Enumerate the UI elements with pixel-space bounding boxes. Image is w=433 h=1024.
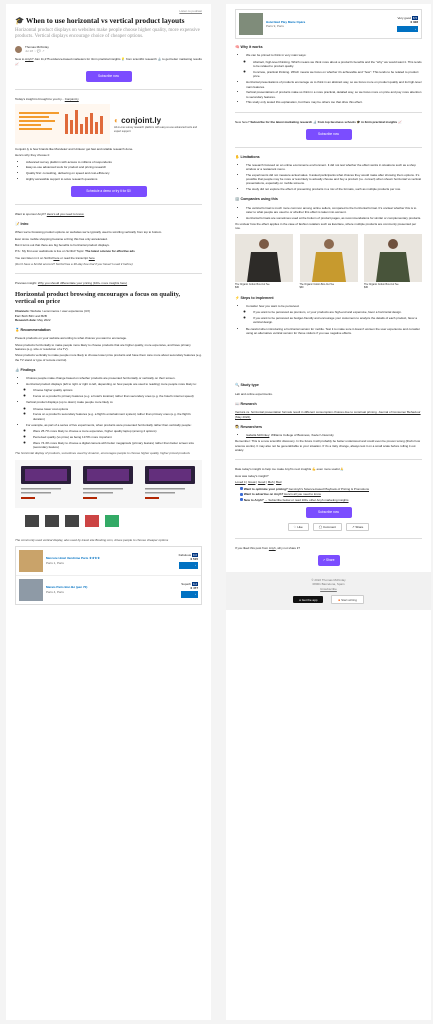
left-column	[6, 4, 211, 1020]
previous-insight: Previous insight: Why you should differentiate your pricing (100+ more insights here)	[15, 281, 128, 286]
steps-heading: ⚡ Steps to implement	[235, 295, 274, 300]
check-icon	[240, 487, 243, 490]
intro-p1: When we're browsing product options on websites we're typically used to scrolling vertically from top to bottom.	[15, 230, 163, 235]
list-item: ◦ Choose lower cost options	[33, 407, 202, 411]
product-card[interactable]	[300, 234, 358, 290]
share-icon: ↗	[351, 524, 355, 529]
companies-heading: 🏢 Companies using this	[235, 197, 278, 202]
product-price: $30	[364, 286, 368, 290]
list-item: • Easy-to-use advanced tools for product and pricing research	[26, 165, 202, 169]
intro-text: New to Anyh? Join 11,275 evidence-based marketers for 3min practical insights 💡 from scientific research 🔬 to get better marketing results 📈	[15, 57, 202, 66]
list-item: Want to advertise on Anyh? Here's all you need to know	[239, 492, 422, 496]
rating-meh[interactable]: Meh	[267, 480, 274, 485]
list-item: • Vertical presentations of products make us think in a more practical, detailed way, so we focus more on price and pay more attention to secondary features.	[246, 90, 422, 99]
product-name: The Organic Cotton Box-Cut Tee	[364, 282, 399, 286]
hotel-location: Paris 9, Paris	[266, 24, 284, 28]
apple-icon: ●	[299, 597, 301, 602]
sponsor-list	[15, 160, 202, 181]
intro-p5: You can listen in it on Scribd here or read the transcript here	[15, 255, 95, 260]
list-item: • Be careful when introducing a horizontal version for mobile. Test it to make sure it doesn't worsen the user experience and consider using an alternative vertical version for those visitors if you see negative effects.	[246, 327, 422, 336]
conjointly-link[interactable]: Conjoint.ly	[64, 96, 79, 101]
intro-p2: Ever since mobile shopping became a thing this has only accelerated.	[15, 236, 108, 241]
divider	[235, 538, 422, 539]
list-item: • The research focused on an online ecommerce environment. It did not test whether the effect works in situations such as a shop window or a restaurant menu.	[246, 163, 422, 172]
conjointly-logo: ◐ conjoint.ly	[114, 115, 162, 125]
rec-p1: Present products on your website according to what choices you want to encourage.	[15, 336, 127, 341]
hotel-card[interactable]: Marais Paris Bon Bé (pen 70) Paris 4, Paris Superb 9.2 € 477 ›	[16, 576, 201, 604]
why-list	[235, 53, 422, 104]
hotel-review: Fabulous	[178, 552, 191, 557]
product-card[interactable]	[364, 234, 422, 290]
intro-p6: (Don't have a Scribd account? Scribd has a 30-day free trial if you haven't used it before)	[15, 261, 133, 266]
hotel-location: Paris 4, Paris	[46, 589, 64, 594]
rating-loved-it[interactable]: Loved it	[235, 480, 246, 485]
caption-vertical: The commonly used vertical display, also used by travel site Booking.com, drives people to choose cheaper options	[15, 538, 169, 543]
author-block	[15, 45, 202, 54]
limitations-list	[235, 163, 422, 192]
list-item: • Horizontal presentations of products encourage us to think in an abstract way, so we focus more on product quality and its high-level main features.	[246, 80, 422, 89]
sponsor-heres: Here's why they choose it:	[15, 153, 50, 158]
list-item: ◦ If you want to be perceived as premium, or your products are high-end and expensive, favor a horizontal design.	[253, 310, 422, 314]
list-item: ◦ Abstract, high-level thinking. Which means we think more about a product's benefits and the "why" we would want it. This tends to be related to product quality.	[253, 60, 422, 69]
subscribe-button[interactable]: Subscribe now	[306, 129, 352, 140]
transcript-link[interactable]: here	[88, 255, 95, 260]
hotel-photo	[239, 13, 263, 35]
footer-address: 08001 Barcelona, Spain	[312, 582, 345, 587]
research-heading: 📖 Research	[235, 402, 257, 407]
product-price: $30	[235, 286, 239, 290]
hotel-list	[15, 546, 202, 605]
list-item: ◦ Were 74.4% more likely to choose a digital camera with better megapixels (primary feature) rather than better screen size (secondary feature)	[33, 441, 202, 450]
insights-link[interactable]: → Subscribe below or read 100+ other Anyh marketing insights	[263, 497, 349, 502]
divider	[235, 112, 422, 113]
booking-colors-strip	[15, 512, 202, 534]
list-item: • This study only tested this explanation, but there may be others too that drive this effect.	[246, 100, 422, 104]
check-icon	[240, 493, 243, 496]
list-item: ◦ If you want to be perceived as budget-friendly and encourage your customers to analyze the details of each product, favor a vertical design.	[253, 316, 422, 325]
hotel-photo	[19, 550, 43, 572]
divider	[15, 89, 202, 90]
rate-text: Rate today's insight to help me make Anyh's next insights 💪 even more useful 🙏	[235, 467, 345, 472]
share-icon: ↗	[322, 558, 326, 563]
cta-list	[235, 487, 422, 503]
rating-good[interactable]: Good	[257, 480, 266, 485]
hotel-name[interactable]: Mercure Hotel Vendôme Paris ★★★★	[46, 556, 100, 561]
share-post-button[interactable]: ↗ Share	[318, 555, 340, 566]
check-icon	[240, 498, 243, 501]
advertise-link[interactable]: Here's all you need to know	[283, 492, 321, 497]
product-card[interactable]	[235, 234, 293, 290]
hotel-card[interactable]: Hotel Bed Pley Marie Opéra Paris 9, Paris Very good 8.5 € 328 ›	[235, 9, 422, 39]
list-item: ◦ Perceived quality (vs price) as being 13.5% more important	[33, 435, 202, 439]
list-item: New to Anyh? → Subscribe below or read 100+ other Anyh marketing insights	[239, 498, 422, 502]
previous-insight-link[interactable]: Why you should differentiate your pricing (100+ more insights here)	[37, 281, 128, 286]
anyh-link[interactable]: Anyh	[268, 546, 276, 551]
why-heading: 🧠 Why it works	[235, 45, 263, 49]
researcher-link[interactable]: Isabella McKinley	[246, 433, 270, 438]
scribd-link[interactable]: here	[53, 255, 60, 260]
divider	[235, 459, 422, 460]
heart-icon: ♡	[293, 524, 297, 529]
section-title: Horizontal product browsing encourages a focus on quality, vertical on price	[15, 290, 181, 306]
list-item: • The vertical format is much more common among online sellers, compared to the horizontal format. It's unclear whether this is to cater to what people are used to or whether this effect is taken into account.	[246, 206, 422, 215]
findings-heading: 🔬 Findings	[15, 368, 36, 373]
everlane-product-grid	[235, 234, 422, 290]
hotel-name[interactable]: Marais Paris Bon Bé (pen 70)	[46, 585, 88, 590]
subscribe-button[interactable]: Subscribe now	[86, 71, 132, 82]
hotel-score: 9.2	[192, 581, 197, 586]
like-button[interactable]: ♡ Like	[288, 523, 309, 531]
sponsor-info-link[interactable]: Here's all you need to know.	[46, 211, 85, 216]
share-button[interactable]: ↗ Share	[346, 523, 369, 531]
product-image	[235, 234, 293, 282]
author-name[interactable]: Thomas McKinlay	[25, 44, 49, 49]
right-column	[226, 4, 431, 1020]
post-actions	[235, 523, 422, 531]
comment-button[interactable]: ◯ Comment	[313, 523, 342, 531]
rating-bad[interactable]: Bad	[276, 480, 282, 485]
hotel-location: Paris 1, Paris	[46, 560, 64, 565]
companies-list	[235, 206, 422, 220]
list-item: • For example, as part of a series of five experiments, when products were presented horizontally rather than vertically people: ◦ Were 25.7% more likely to choose a more expensive, higher quality laptop (among 4 options) ◦ Perceived quality (vs price) as being 13.5% more important ◦ Were 74.4% more likely to choose a digital camera with better megapixels (primary feature) rather than better screen size (secondary feature)	[26, 423, 202, 449]
divider	[15, 273, 202, 274]
recommendation-heading: 🥇 Recommendation	[15, 328, 51, 333]
hotel-review: Very good	[397, 15, 411, 20]
study-heading: 🔍 Study type	[235, 383, 259, 388]
list-item: • Vertical product displays (up to down) make people more likely to: ◦ Choose lower cost options ◦ Focus on a product's secondary features (e.g. a flight's entertainment system) rather than primary ones (e.g. the flight's duration)	[26, 400, 202, 421]
product-price: $30	[299, 286, 304, 290]
hotel-price: € 328	[410, 20, 418, 25]
list-item: • Choices people make change based on whether products are presented horizontally or vertically on their screen.	[26, 376, 202, 380]
rate-question: How was today's insight?	[235, 473, 269, 478]
avatar[interactable]	[15, 46, 22, 53]
post-title: 🎓 When to use horizontal vs vertical product layouts	[15, 16, 185, 26]
sponsor-cta: Want to sponsor Anyh? Here's all you need to know.	[15, 211, 85, 216]
comment-icon: ◯	[318, 524, 323, 529]
product-name: The Organic Cotton Box-Cut Tee	[299, 282, 335, 286]
schedule-demo-button[interactable]: Schedule a demo or try it for $0	[71, 186, 147, 197]
footer-copyright: © 2022 Thomas McKinlay	[311, 578, 346, 583]
start-writing-button[interactable]: ■ Start writing	[331, 595, 364, 604]
unsubscribe-link[interactable]: Unsubscribe	[320, 586, 337, 591]
list-item: • Quality first: consulting, delivering on speed and cost-efficiency	[26, 171, 202, 175]
intro-p3: But it turns out that there are big benefits to horizontal product displays.	[15, 242, 110, 247]
list-item: • The study did not explore the effect of presenting products in a mix of the formats, such as multiple products per row.	[246, 187, 422, 191]
list-item: • Highly accessible support to solve research questions	[26, 177, 202, 181]
list-item: Want to optimize your pricing? Get Anyh's Science-based Playbook of Pricing & Promotions	[239, 487, 422, 491]
list-item: • Advanced survey platform with access to millions of respondents	[26, 160, 202, 164]
list-item: ◦ Choose higher quality options	[33, 388, 202, 392]
hotel-card[interactable]: Mercure Hotel Vendôme Paris ★★★★ Paris 1, Paris Fabulous 9.0 € 515 ›	[16, 547, 201, 576]
hotel-price: € 515	[190, 557, 198, 562]
findings-list	[15, 376, 202, 449]
divider	[15, 204, 202, 205]
hotel-name[interactable]: Hotel Bed Pley Marie Opéra	[266, 19, 306, 24]
rating-options: Loved it | Great | Good | Meh | Bad	[235, 480, 282, 485]
hotel-review: Superb	[181, 581, 191, 586]
sponsor-tagline: All-in-one survey research platform with easy-to-use advanced tools and expert support	[114, 126, 198, 133]
subscribe-button[interactable]: Subscribe now	[306, 507, 352, 518]
companies-text: It's unclear how the effect applies in the case of fashion retailers such as Everlane, where multiple products are commonly presented per row.	[235, 221, 417, 231]
research-link[interactable]: Ventura vs. horizontal presentation formats result in different consumption choices due to construal priming. Journal of Consumer Behaviour (May 2022).	[235, 410, 421, 419]
get-app-button[interactable]: ● Get the app	[293, 596, 323, 603]
list-item: ◦ Concrete, practical thinking. Which means we focus on whether it's achievable and "how". This tends to be related to product price.	[253, 70, 422, 79]
hotel-photo	[19, 579, 43, 601]
rec-p3: Show products vertically to make people more likely to choose lower price products and have them care more about secondary features (e.g. the TV stand or type of remote control).	[15, 353, 202, 362]
researchers-list	[235, 433, 422, 437]
comment-icon[interactable]: 💬	[37, 49, 42, 54]
hotel-score: 8.5	[412, 15, 417, 20]
rating-great[interactable]: Great	[247, 480, 256, 485]
hotel-score: 9.0	[192, 552, 197, 557]
list-item: • Horizontal product displays (left to right or right to left, depending on how people are used to reading) more people more likely to: ◦ Choose higher quality options ◦ Focus on a product's primary features (e.g. a hotel's location) rather than secondary ones (e.g. the hotel's internet speed)	[26, 382, 202, 398]
steps-list	[235, 304, 422, 335]
list-item: • Horizontal formats are sometimes used at the bottom of product pages, as recommendations for similar or complementary products.	[246, 216, 422, 220]
footer	[226, 572, 431, 610]
list-item: • Consider how you want to be perceived. ◦ If you want to be perceived as premium, or your products are high-end and expensive, favor a horizontal design. ◦ If you want to be perceived as budget-friendly and encourage your customers to analyze the details of each product, favor a vertical design.	[246, 304, 422, 325]
logo-mark-icon: ◐	[114, 115, 119, 125]
list-item: ◦ Focus on a product's primary features (e.g. a hotel's location) rather than secondary ones (e.g. the hotel's internet speed)	[33, 394, 202, 398]
caption-horizontal: The horizontal display of products, sometimes used by Amazon, encourages people to choose higher quality, higher priced products	[15, 451, 190, 456]
podcast-link[interactable]: Listen to podcast	[179, 9, 202, 13]
sponsor-banner[interactable]	[15, 104, 202, 144]
heart-icon[interactable]: ♡	[33, 49, 37, 54]
pricing-playbook-link[interactable]: Get Anyh's Science-based Playbook of Pricing & Promotions	[287, 486, 370, 491]
post-subtitle: Horizontal product displays on websites make people choose higher quality, more expensive products. Vertical displays encourage choice of cheaper options.	[15, 28, 200, 40]
share-icon[interactable]: ↗	[42, 49, 45, 54]
product-name: The Organic Cotton Box-Cut Tee	[235, 282, 270, 286]
product-image	[300, 234, 358, 282]
intro-heading: 📝 Intro	[15, 222, 29, 227]
new-here-text: New here? Subscribe for the latest marketing research 🔬 from top business schools 🎓 in 3min practical insights 📈	[235, 119, 402, 124]
remember-text: Remember: This is a new scientific discovery. In the future it will probably be better understood and could even be proven wrong (that's how science works). It may also not be generalizable to your situation. If it's a risky change, always test it on a small scale before rolling it out widely.	[235, 439, 421, 453]
sponsor-chart-image	[15, 104, 110, 144]
study-text: Lab and online experiments.	[235, 391, 273, 396]
intro-p4: P.S.: My first ever audiobook is live on Scribd! Topic: The latest science for effective ads	[15, 249, 135, 254]
rec-p2: Show products horizontally to make people more likely to choose products that are higher quality, more expensive, and have primary features (e.g. size or resolution of a TV).	[15, 342, 191, 352]
limitations-heading: ✋ Limitations	[235, 154, 260, 159]
substack-icon: ■	[338, 597, 341, 602]
meta-channels: Channels: Website / ecommerce / user experience (UX) For: Both B2C and B2B Research date: May 2022	[15, 309, 91, 322]
list-item: • Isabella McKinley: Williams College of Business, Xavier University	[246, 433, 422, 437]
sponsor-text: Conjoint.ly is how brands like Mondelez and Unilever get fast and reliable research done.	[15, 147, 134, 152]
researchers-heading: 🧑‍🔬 Researchers	[235, 424, 263, 429]
list-item: ◦ Focus on a product's secondary features (e.g. a flight's entertainment system) rather than primary ones (e.g. the flight's duration)	[33, 412, 202, 421]
sponsor-line: Today's insight is brought to you by... Conjoint.ly	[15, 96, 79, 101]
tv-product-grid-image	[15, 460, 202, 508]
share-text: If you liked this post from Anyh, why not share it?	[235, 546, 301, 551]
hotel-price: € 477	[190, 586, 198, 591]
product-image	[364, 234, 422, 282]
anyh-link[interactable]: Anyh?	[25, 57, 34, 62]
list-item: • We can be primed to think in very main ways: ◦ Abstract, high-level thinking. Which means we think more about a product's benefits and the "why" we would want it. This tends to be related to product quality. ◦ Concrete, practical thinking. Which means we focus on whether it's achievable and "how". This tends to be related to product price.	[246, 53, 422, 78]
list-item: ◦ Were 25.7% more likely to choose a more expensive, higher quality laptop (among 4 options)	[33, 429, 202, 433]
post-date: Jul 28 ♡ 💬 ↗	[25, 49, 45, 54]
list-item: • The experiments did not measure actual sales. It asked participants what choices they would make after showing them options. It's possible that people may be more or less likely to actually choose and buy a product (i.e. convert) when shown horizontal vs vertical presentations, especially on mobile screens.	[246, 173, 422, 186]
divider	[235, 147, 422, 148]
